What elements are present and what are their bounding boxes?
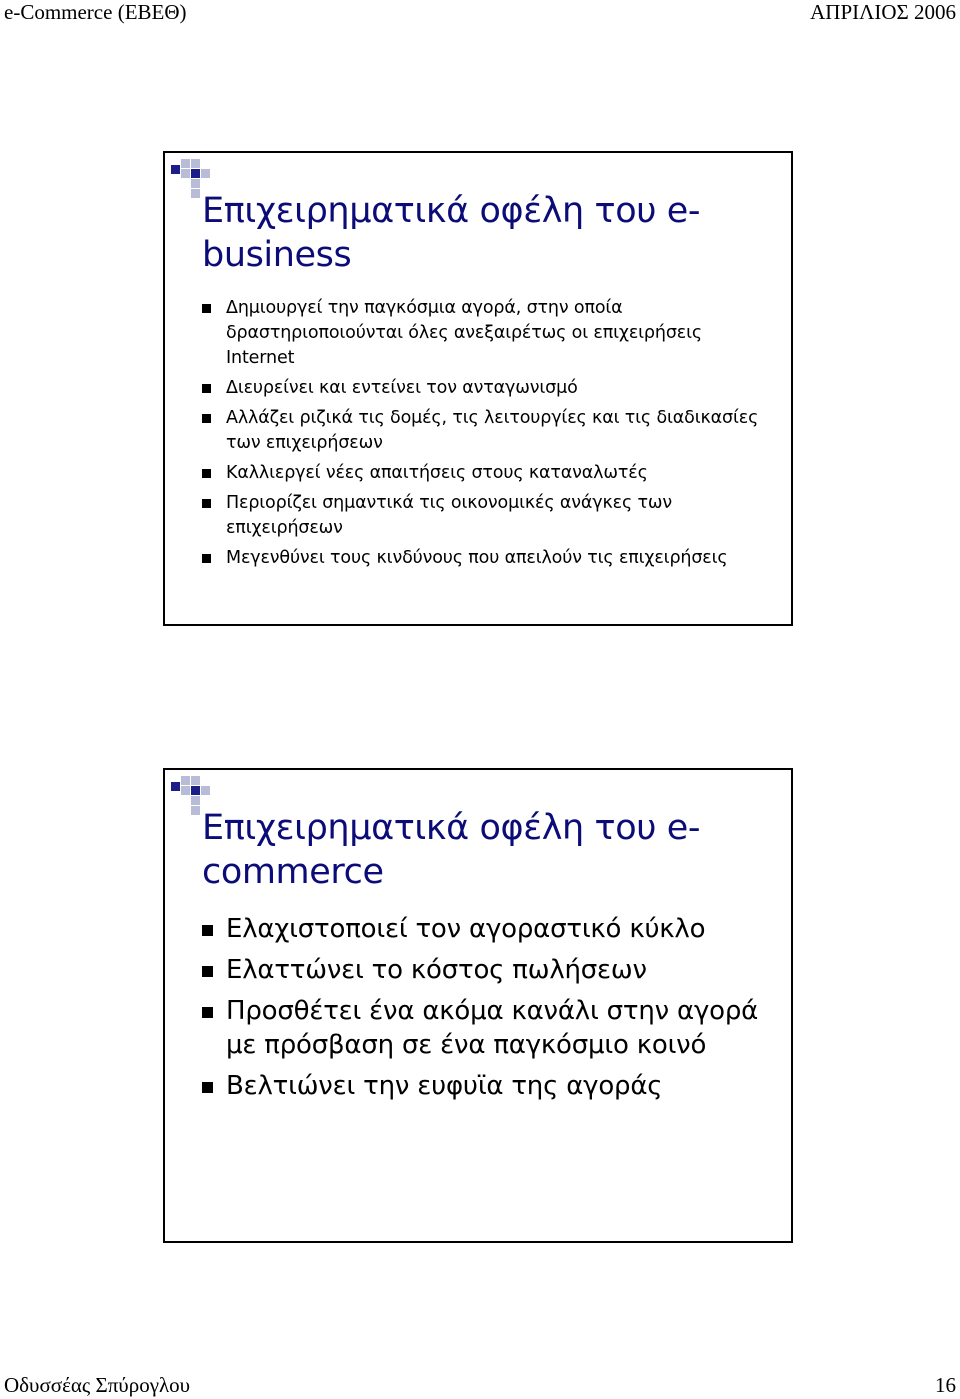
list-item [202, 1069, 771, 1103]
header-date: ΑΠΡΙΛΙΟΣ 2006 [810, 0, 956, 24]
bullet-square-icon [202, 414, 211, 423]
bullet-text: Βελτιώνει την ευφυϊα της αγοράς [226, 1071, 663, 1101]
bullet-text: Προσθέτει ένα ακόμα κανάλι στην αγορά με πρόσβαση σε ένα παγκόσμιο κοινό [226, 996, 759, 1060]
bullet-text: Περιορίζει σημαντικά τις οικονομικές ανάγκες των επιχειρήσεων [226, 493, 673, 538]
bullet-text: Ελαχιστοποιεί τον αγοραστικό κύκλο [226, 914, 706, 944]
footer-author: Οδυσσέας Σπύρογλου [4, 1373, 191, 1397]
slide-e-commerce [163, 768, 793, 1243]
bullet-square-icon [202, 1082, 213, 1093]
slide-e-business [163, 151, 793, 626]
list-item [202, 376, 771, 401]
slide-title: Επιχειρηματικά οφέλη του e-commerce [202, 808, 701, 892]
list-item [202, 296, 771, 371]
bullet-square-icon [202, 966, 213, 977]
bullet-square-icon [202, 554, 211, 563]
bullet-square-icon [202, 469, 211, 478]
bullet-square-icon [202, 925, 213, 936]
list-item [202, 491, 771, 541]
list-item [202, 912, 771, 946]
bullet-text: Διευρείνει και εντείνει τον ανταγωνισμό [226, 378, 578, 398]
page-number: 16 [935, 1373, 956, 1397]
bullet-text: Αλλάζει ριζικά τις δομές, τις λειτουργίες και τις διαδικασίες των επιχειρήσεων [226, 408, 759, 453]
list-item [202, 953, 771, 987]
list-item [202, 546, 771, 571]
bullet-text: Ελαττώνει το κόστος πωλήσεων [226, 955, 647, 985]
bullet-list [202, 296, 771, 576]
slide-title: Επιχειρηματικά οφέλη του e-business [202, 191, 701, 275]
bullet-square-icon [202, 304, 211, 313]
list-item [202, 461, 771, 486]
bullet-square-icon [202, 1007, 213, 1018]
bullet-text: Καλλιεργεί νέες απαιτήσεις στους καταναλωτές [226, 463, 648, 483]
list-item [202, 406, 771, 456]
list-item [202, 994, 771, 1062]
bullet-square-icon [202, 384, 211, 393]
bullet-list [202, 912, 771, 1110]
bullet-text: Δημιουργεί την παγκόσμια αγορά, στην οποία δραστηριοποιούνται όλες ανεξαιρέτως οι επιχειρήσεις Internet [226, 298, 702, 368]
header-title: e-Commerce (ΕΒΕΘ) [4, 0, 187, 24]
bullet-text: Μεγενθύνει τους κινδύνους που απειλούν τις επιχειρήσεις [226, 548, 728, 568]
bullet-square-icon [202, 499, 211, 508]
